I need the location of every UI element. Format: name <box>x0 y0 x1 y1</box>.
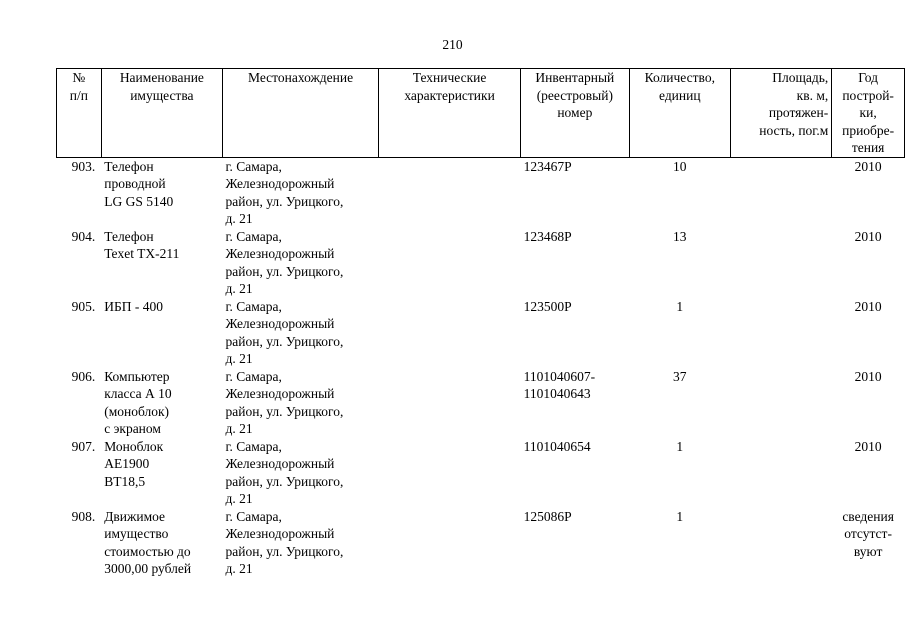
row-name: Движимое имущество стоимостью до 3000,00 рублей <box>104 508 192 576</box>
row-inventory: 125086Р <box>523 508 572 524</box>
row-name: ИБП - 400 <box>104 298 163 314</box>
header-inventory: Инвентарный (реестровый) номер <box>521 69 629 158</box>
row-inventory: 123500Р <box>523 298 572 314</box>
row-location: г. Самара, Железнодорожный район, ул. Урицкого, д. 21 <box>225 228 344 296</box>
row-tech <box>379 157 521 228</box>
row-year: 2010 <box>854 298 882 314</box>
row-location: г. Самара, Железнодорожный район, ул. Урицкого, д. 21 <box>225 298 344 366</box>
row-year: 2010 <box>854 158 882 174</box>
row-quantity: 10 <box>673 158 687 174</box>
table-row <box>57 438 905 508</box>
row-name: Телефон Texet TX-211 <box>104 228 180 261</box>
table-row <box>57 508 905 578</box>
row-area <box>731 368 832 438</box>
row-year: 2010 <box>854 228 882 244</box>
row-quantity: 1 <box>676 508 684 524</box>
row-tech <box>379 298 521 368</box>
row-year: сведения отсутст- вуют <box>842 508 894 559</box>
row-num: 903. <box>71 158 96 174</box>
row-quantity: 1 <box>676 438 684 454</box>
row-num: 904. <box>71 228 96 244</box>
header-num: № п/п <box>57 69 102 158</box>
table-row <box>57 368 905 438</box>
table-row <box>57 298 905 368</box>
row-name: Компьютер класса А 10 (моноблок) с экраном <box>104 368 172 436</box>
row-name: Моноблок AE1900 BT18,5 <box>104 438 164 489</box>
row-location: г. Самара, Железнодорожный район, ул. Урицкого, д. 21 <box>225 368 344 436</box>
table-row <box>57 157 905 228</box>
header-year: Год построй- ки, приобре- тения <box>832 69 905 158</box>
header-tech: Технические характеристики <box>379 69 521 158</box>
header-name: Наименование имущества <box>101 69 222 158</box>
row-area <box>731 228 832 298</box>
row-num: 908. <box>71 508 96 524</box>
row-year: 2010 <box>854 368 882 384</box>
row-tech <box>379 228 521 298</box>
row-location: г. Самара, Железнодорожный район, ул. Урицкого, д. 21 <box>225 508 344 576</box>
row-inventory: 1101040654 <box>523 438 591 454</box>
table-row <box>57 228 905 298</box>
row-num: 907. <box>71 438 96 454</box>
header-location: Местонахождение <box>223 69 379 158</box>
property-table <box>56 68 905 578</box>
row-inventory: 1101040607- 1101040643 <box>523 368 596 401</box>
row-area <box>731 298 832 368</box>
row-inventory: 123467Р <box>523 158 572 174</box>
row-location: г. Самара, Железнодорожный район, ул. Урицкого, д. 21 <box>225 158 344 226</box>
row-year: 2010 <box>854 438 882 454</box>
row-area <box>731 438 832 508</box>
row-area <box>731 157 832 228</box>
page-number: 210 <box>442 37 463 52</box>
header-quantity: Количество, единиц <box>629 69 730 158</box>
row-num: 906. <box>71 368 96 384</box>
row-tech <box>379 438 521 508</box>
row-inventory: 123468Р <box>523 228 572 244</box>
row-name: Телефон проводной LG GS 5140 <box>104 158 174 209</box>
row-tech <box>379 368 521 438</box>
row-quantity: 13 <box>673 228 687 244</box>
table-header-row <box>57 69 905 158</box>
row-area <box>731 508 832 578</box>
row-quantity: 37 <box>673 368 687 384</box>
row-location: г. Самара, Железнодорожный район, ул. Урицкого, д. 21 <box>225 438 344 506</box>
row-tech <box>379 508 521 578</box>
row-num: 905. <box>71 298 96 314</box>
row-quantity: 1 <box>676 298 684 314</box>
header-area: Площадь, кв. м, протяжен- ность, пог.м <box>731 69 832 158</box>
